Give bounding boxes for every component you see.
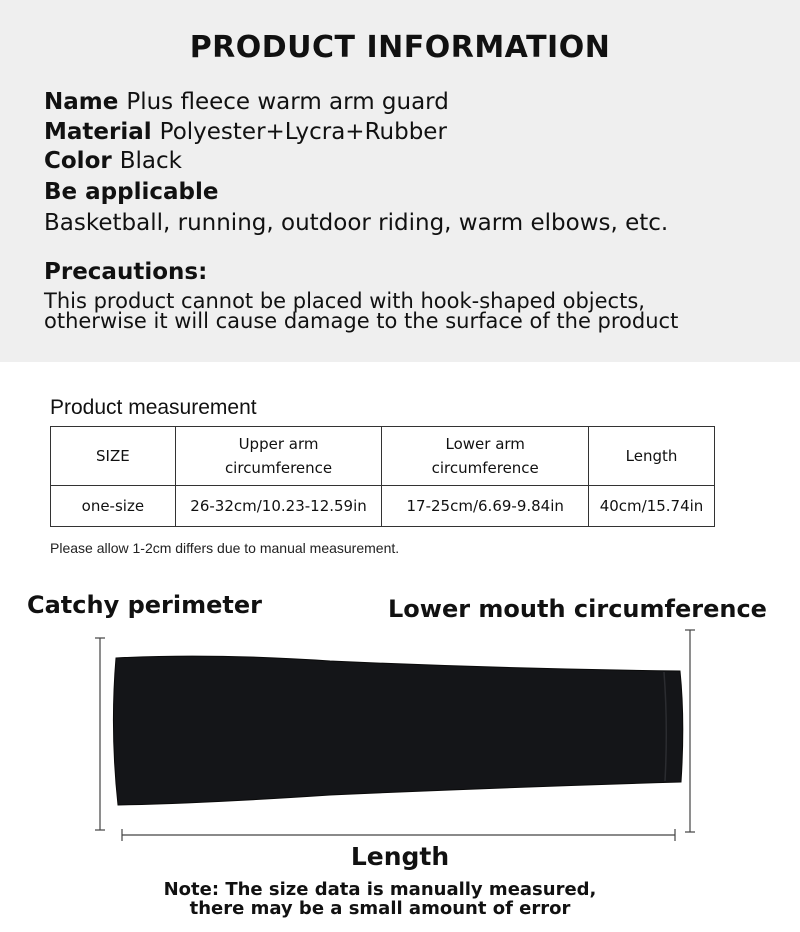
spec-material-label: Material <box>44 119 152 145</box>
table-row <box>51 486 715 527</box>
measurement-table <box>50 426 715 527</box>
disclaimer-note <box>0 880 760 918</box>
header-length: Length <box>589 427 715 486</box>
spec-color-row <box>44 148 182 174</box>
arm-sleeve-diagram <box>90 625 710 845</box>
right-dimension-marker <box>685 630 695 832</box>
measurement-note: Please allow 1-2cm differs due to manual measurement. <box>50 540 400 556</box>
disclaimer-line-2: there may be a small amount of error <box>189 898 571 919</box>
header-upper-arm <box>175 427 382 486</box>
applicable-value: Basketball, running, outdoor riding, warm elbows, etc. <box>44 210 669 236</box>
spec-name-row <box>44 89 449 115</box>
left-dimension-marker <box>95 638 105 830</box>
precautions-heading: Precautions: <box>44 259 208 285</box>
spec-material-row <box>44 119 447 145</box>
length-dimension-marker <box>122 829 675 841</box>
spec-color-label: Color <box>44 148 112 174</box>
spec-color-value: Black <box>119 148 182 174</box>
disclaimer-line-1: Note: The size data is manually measured, <box>163 879 597 900</box>
catchy-perimeter-label: Catchy perimeter <box>27 591 262 619</box>
precautions-line-1: This product cannot be placed with hook-shaped objects, <box>44 289 645 313</box>
cell-upper-arm: 26-32cm/10.23-12.59in <box>175 486 382 527</box>
spec-name-label: Name <box>44 89 119 115</box>
header-lower-arm <box>382 427 589 486</box>
header-lower-arm-line1: Lower arm <box>445 435 525 453</box>
precautions-text <box>44 291 678 331</box>
spec-material-value: Polyester+Lycra+Rubber <box>159 119 447 145</box>
header-upper-arm-line2: circumference <box>224 459 333 477</box>
cell-length: 40cm/15.74in <box>589 486 715 527</box>
cell-lower-arm: 17-25cm/6.69-9.84in <box>382 486 589 527</box>
header-lower-arm-line2: circumference <box>431 459 539 477</box>
page-title: PRODUCT INFORMATION <box>189 30 611 65</box>
lower-mouth-label: Lower mouth circumference <box>388 595 767 623</box>
arm-sleeve-image <box>113 656 682 805</box>
header-upper-arm-line1: Upper arm <box>238 435 319 453</box>
header-size: SIZE <box>51 427 176 486</box>
precautions-line-2: otherwise it will cause damage to the surface of the product <box>44 309 679 333</box>
applicable-row <box>44 179 226 205</box>
applicable-label: Be applicable <box>44 179 219 205</box>
cell-size: one-size <box>51 486 176 527</box>
product-info-panel <box>0 0 800 362</box>
measurement-title: Product measurement <box>50 396 257 419</box>
spec-name-value: Plus fleece warm arm guard <box>126 89 449 115</box>
length-label: Length <box>350 842 450 871</box>
table-header-row <box>51 427 715 486</box>
